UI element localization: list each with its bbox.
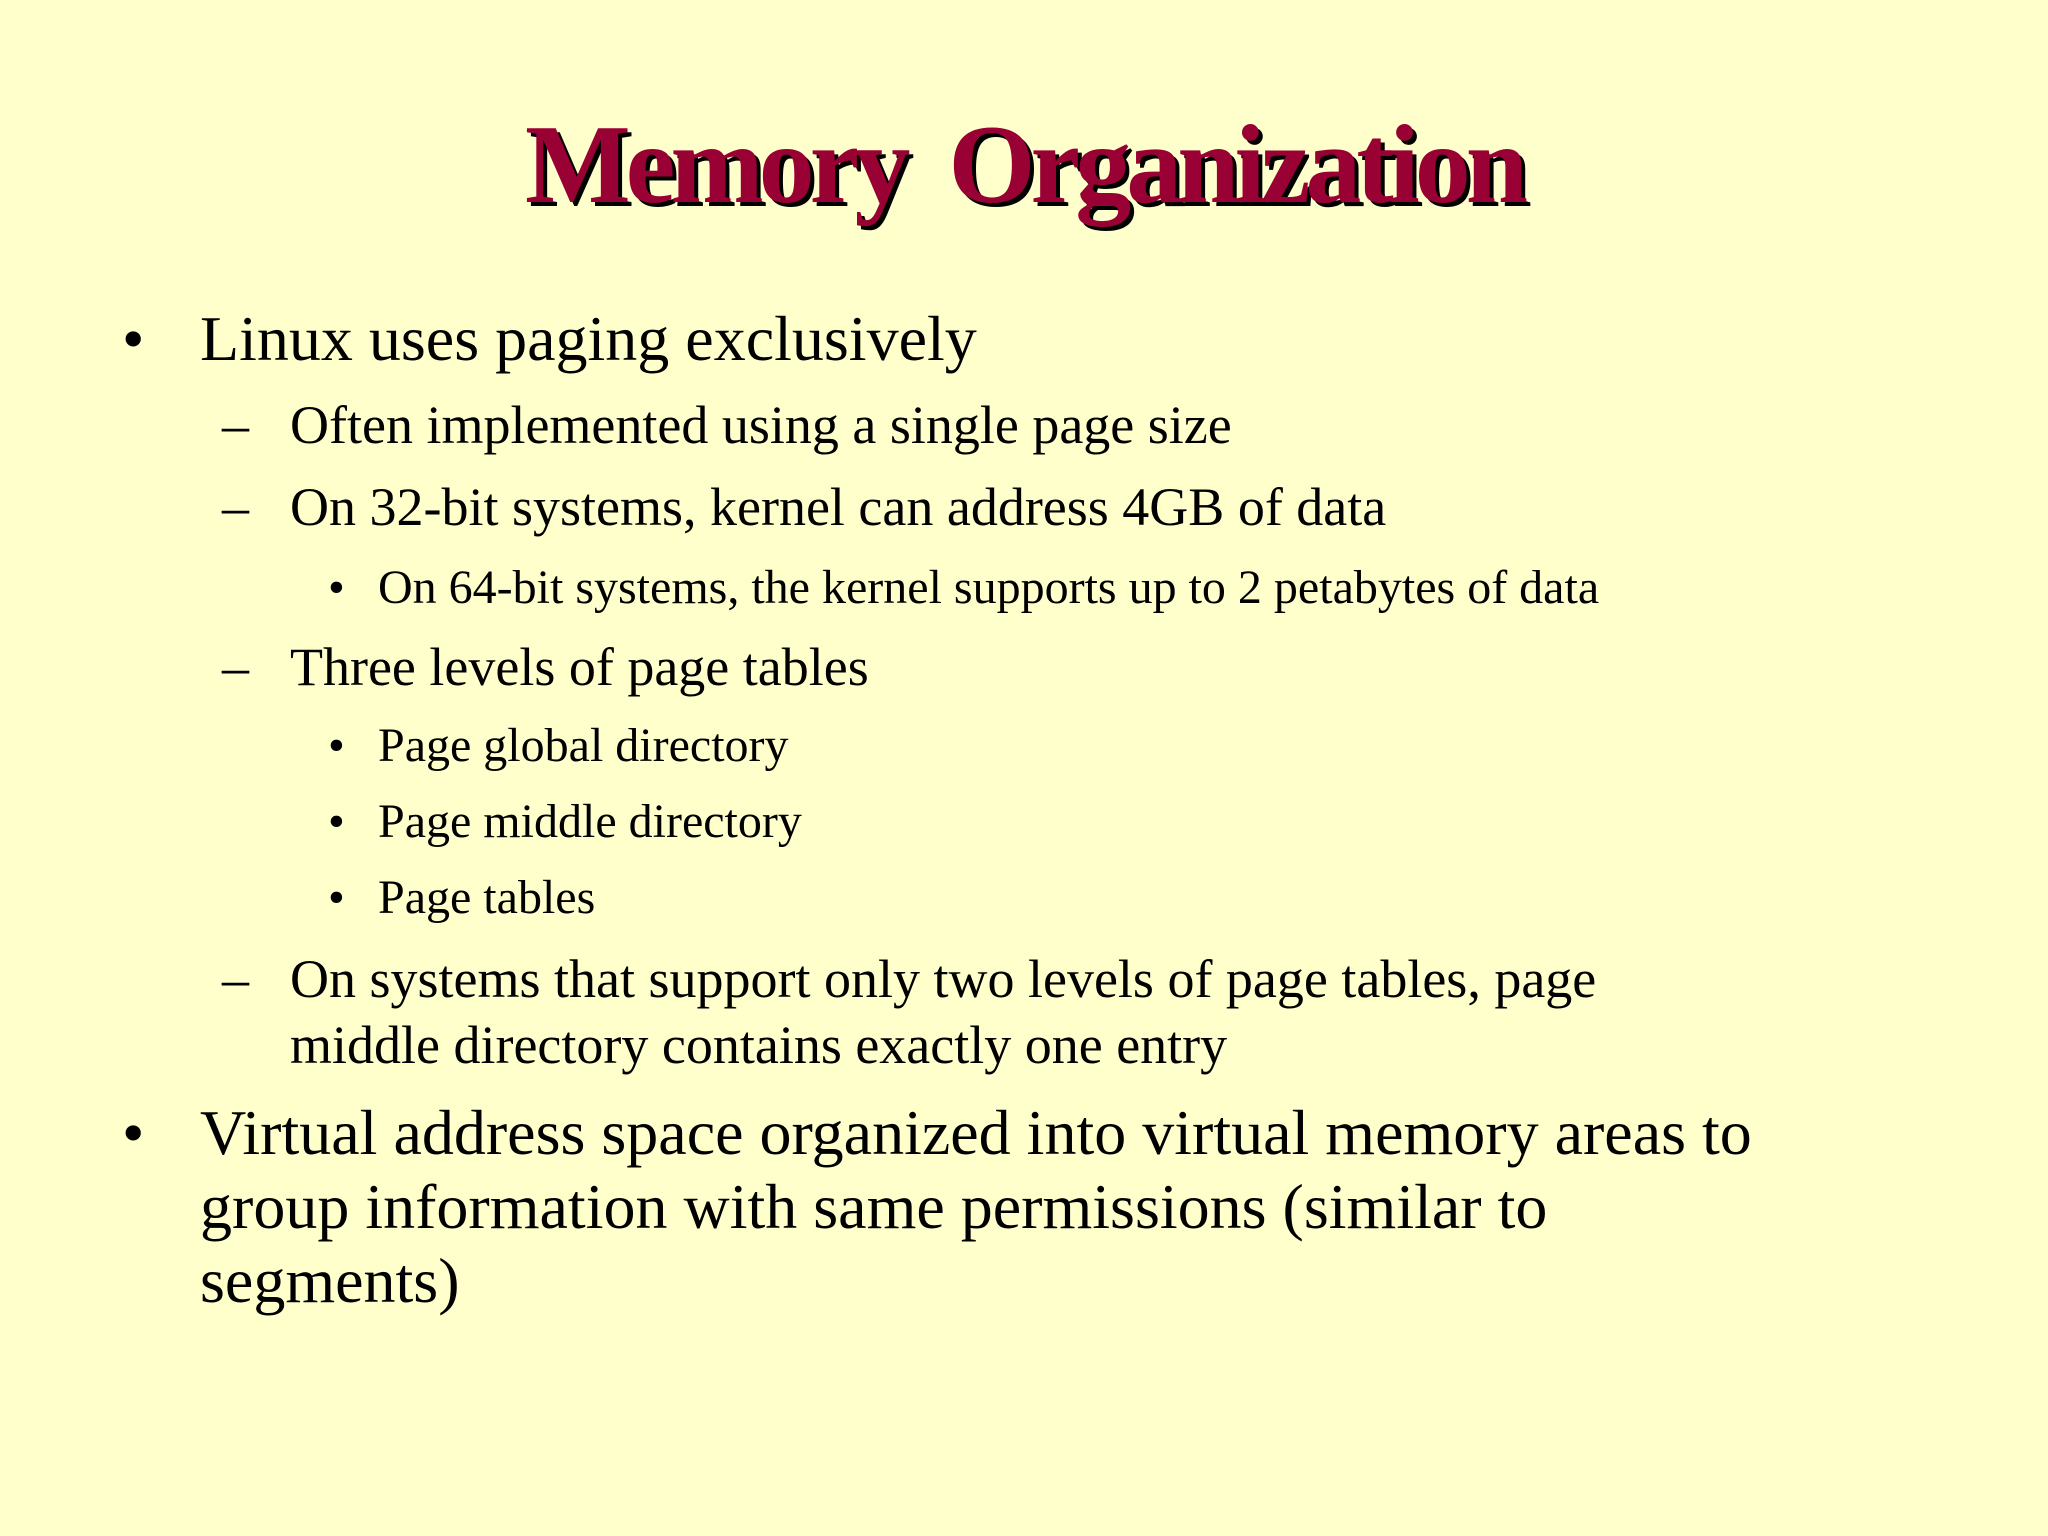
bullet-marker: • [328,871,345,924]
dash-marker: – [222,949,249,1009]
sub-bullet-text: Often implemented using a single page size [290,395,1232,455]
bullet-text: Linux uses paging exclusively [200,303,977,374]
sub-sub-bullet-text: On 64-bit systems, the kernel supports up to 2 petabytes of data [378,561,1600,614]
bullet-marker: • [328,719,345,772]
sub-sub-bullet-text: Page tables [378,871,596,924]
bullet-marker: • [122,1097,145,1168]
dash-marker: – [222,637,249,697]
bullet-marker: • [122,303,145,374]
bullet-marker: • [328,795,345,848]
sub-bullet-text-line: On systems that support only two levels of page tables, page [290,949,1597,1009]
dash-marker: – [222,477,249,537]
dash-marker: – [222,395,249,455]
sub-sub-bullet-text: Page middle directory [378,795,802,848]
bullet-marker: • [328,561,345,614]
sub-bullet-text-line: middle directory contains exactly one entry [290,1015,1228,1075]
bullet-text-line: group information with same permissions (similar to [200,1171,1548,1242]
bullet-text-line: Virtual address space organized into virtual memory areas to [200,1097,1752,1168]
bullet-text-line: segments) [200,1245,460,1316]
slide-title: Memory Organization [524,103,1524,227]
sub-bullet-text: On 32-bit systems, kernel can address 4GB of data [290,477,1387,537]
sub-sub-bullet-text: Page global directory [378,719,789,772]
sub-bullet-text: Three levels of page tables [290,637,869,697]
